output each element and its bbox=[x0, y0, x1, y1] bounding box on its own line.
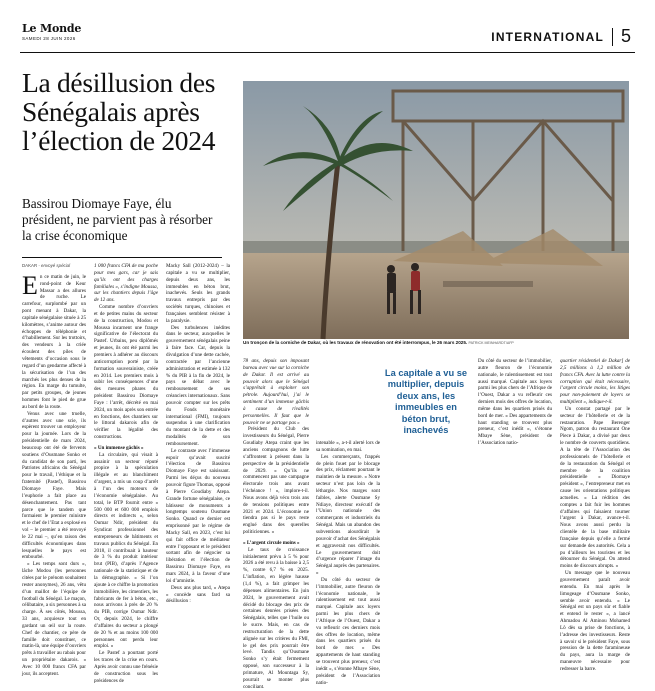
paragraph-text: n ce matin de juin, le rond-point de Keur Massar a des allures de ruche. Le carrefour, surplombé par un pont menant à Dakar, la capitale sénégalaise située à 25 kilomètres, s’anime autour des échoppes de téléphonie et d’habillement. Sur les trottoirs, des vendeurs à la criée écoulent des piles de vêtements d’occasion sous le regard d’un gendarme affecté à la sécurisation de l’un des marchés les plus denses de la région. En marge du tumulte, par petits groupes, de jeunes hommes font le pied de grue au bord de la route. bbox=[22, 273, 86, 410]
article-column-1 bbox=[22, 263, 86, 677]
paragraph: Le contraste avec l’immense espoir qu’avait suscité l’élection de Bassirou Diomaye Faye est saisissant. Parmi les déçus du nouveau pouvoir figure Thomas, opposé à Pierre Goudiaby Atepa. Grande fortune sénégalaise, ce bâtisseur de monuments a longtemps soutenu Ousmane Sonko. Quand ce dernier est emprisonné par le régime de Macky Sall, en 2023, c’est lui qui fait office de médiateur entre l’opposant et le président sortant afin de négocier sa libération et l’élection de Bassirou Diomaye Faye, en mars 2024, à la faveur d’une loi d’amnistie. bbox=[166, 447, 230, 584]
article-dek: Bassirou Diomaye Faye, élu président, ne parvient pas à résorber la crise économique bbox=[22, 196, 213, 243]
byline-place: DAKAR bbox=[22, 263, 38, 268]
paragraph: Comme nombre d’ouvriers et de petites mains du secteur de la construction, Modou et Moussa incarnent une frange significative de l’électorat du Pastef. Urbains, peu diplômés et jeunes, ils ont été parmi les premiers à adhérer au discours anticorruption porté par la formation souverainiste, créée en 2014. Les premiers mois à subir les conséquences d’une des mesures phares du président Bassirou Diomaye Faye : l’arrêt, décrété en mai 2024, un mois après son entrée en fonctions, des chantiers sur le littoral dakarois afin de vérifier la légalité des constructions. bbox=[94, 304, 158, 441]
paragraph: Des turbulences inédites dans le secteur, auxquelles le gouvernement sénégalais peine à faire face. Car, depuis la divulgation d’une dette cachée, contractée par l’ancienne administration et estimée à 132 % du PIB à la fin de 2024, le pays se débat avec le remboursement de ses créanciers internationaux. Sans pouvoir compter sur les prêts du Fonds monétaire international (FMI), toujours suspendus à une clarification du montant de la dette et des modalités de son remboursement. bbox=[166, 324, 230, 447]
paragraph: Un message que le nouveau gouvernement paraît avoir entendu. En mai après le limogeage d’Ousmane Sonko, semble avoir entendu. « Le Sénégal est un pays sûr et fiable et entend le rester », a lancé Ahmadou Al Aminou Mohamed Lô dès sa prise de fonctions, à l’adresse des investisseurs. Reste à savoir si le président Faye, sous pression de la dette faramineuse du pays, aura la marge de manœuvre nécessaire pour redresser la barre. bbox=[560, 570, 630, 672]
top-rule bbox=[20, 52, 635, 53]
article-column-5 bbox=[316, 358, 380, 686]
article-column-4 bbox=[243, 358, 309, 690]
photo-caption bbox=[243, 340, 629, 346]
paragraph: Du côté du secteur de l’immobilier, autre fleuron de l’économie nationale, le ralentissement est tout aussi marqué. Capitale aux loyers parmi les plus chers de l’Afrique de l’Ouest, Dakar a vu refleurir ces derniers mois des offres de location, même dans les quartiers prisés du bord de mer. « Des appartements de haut standing se trouvent plus preneur, c’est inédit », s’étonne Mbaye Sène, président de l’Association natio- bbox=[316, 576, 380, 686]
section-separator bbox=[612, 28, 613, 46]
paragraph: Deux ans plus tard, « Atepa » concède sans fard sa désillusion : bbox=[166, 584, 230, 605]
paragraph: 78 ans, depuis son imposant bureau avec vue sur la corniche de Dakar. Il est arrivé au pouvoir alors que le Sénégal s’apprêtait à exploiter son pétrole. Aujourd’hui, j’ai le sentiment d’un immense gâchis à cause de rivalités personnelles. Il faut que le pouvoir ne se partage pas » bbox=[243, 358, 309, 426]
paragraph: Macky Sall (2012-2024) – la capitale a vu se multiplier, depuis deux ans, les immeubles en béton brut, inachevés. Seuls les grands travaux entrepris par des sociétés turques, chinoises et françaises semblent résister à la paralysie. bbox=[166, 263, 230, 324]
paragraph: La circulaire, qui visait à assainir un secteur réputé propice à la spéculation illégale et au blanchiment d’argent, a mis un coup d’arrêt à l’un des moteurs de l’économie sénégalaise. Au total, le BTP fournit entre « 500 000 et 600 000 emplois directs et indirects », selon Oumar Ndir, président du Syndicat professionnel des entrepreneurs de bâtiments et travaux publics du Sénégal. En 2018, il contribuait à hauteur de 3 % du produit intérieur brut (PIB), d’après l’Agence nationale de la statistique et de la démographie. « Si l’on ajoute à ce chiffre la promotion immobilière, les cimentiers, les fabricants de fer à béton, etc., nous arrivons à près de 20 % du PIB, corrige Oumar Ndir. Or, depuis 2024, le chiffre d’affaires du secteur a plongé de 20 % et au moins 100 000 personnes ont perdu leur emploi. » bbox=[94, 451, 158, 650]
byline-role: - envoyé spécial bbox=[38, 263, 71, 268]
article-headline: La désillusion des Sénégalais après l’élection de 2024 bbox=[22, 67, 216, 156]
byline bbox=[22, 263, 86, 270]
corniche-photo-illustration bbox=[243, 81, 629, 339]
intertitle: « Un immense gâchis » bbox=[94, 444, 144, 451]
paragraph: Président du Club des investisseurs du Sénégal, Pierre Goudiaby Atepa craint que les anciens compagnons de lutte s’affrontent à présent dans la perspective de la présidentielle de 2029. « Qu’ils ne commencent pas une campagne électorale trois ans avant l’échéance ! », implore-t-il. Nous avons déjà vécu trois ans de tensions politiques entre 2021 et 2024. L’économie ne tiendra pas si le pays reste englué dans des querelles politiciennes. » bbox=[243, 426, 309, 536]
lede-paragraph bbox=[22, 270, 86, 411]
paragraph: Le Pastef a pourtant porté les traces de la crise en cours. Après avoir connu une frénésie de construction sous les présidences de bbox=[94, 650, 158, 684]
masthead bbox=[22, 22, 81, 41]
article-column-2 bbox=[94, 263, 158, 684]
pull-quote: La capitale a vu se multiplier, depuis deux ans, les immeubles en béton brut, inachevés bbox=[384, 368, 468, 436]
caption-text: Un tronçon de la corniche de Dakar, où les travaux de rénovation ont été interrompus, le 26 mars 2025. bbox=[243, 340, 468, 345]
paragraph: Venus avec une truelle, d’autres avec une scie, ils espèrent trouver un employeur pour la journée. Lors de la présidentielle de mars 2024, beaucoup ont été de fervents soutiens d’Ousmane Sonko et du candidat de son parti, les Patriotes africains du Sénégal pour le travail, l’éthique et la fraternité (Pastef), Bassirou Diomaye Faye. Mais l’euphorie a fait place au désenchantement. Pas tant parce que le tandem que formaient le premier ministre et le chef de l’Etat a explosé en vol – le premier a été renvoyé le 22 mai –, qu’en raison des difficultés économiques dans lesquelles le pays est embourbé. bbox=[22, 410, 86, 561]
section-name: INTERNATIONAL bbox=[491, 29, 604, 44]
paragraph: Les commerçants, frappés de plein fouet par le blocage des prix, réclament pourtant le maintien de la mesure. « Notre secteur n’est pas loin de la léthargie. Nos marges sont faibles, alerte Ousmane Sy Ndiaye, directeur exécutif de l’Union nationale des commerçants et industriels du Sénégal. Mais un abandon des subventions alourdirait le pouvoir d’achat des Sénégalais et aggraverait nos difficultés. Le gouvernement doit d’urgence réparer l’image du Sénégal auprès des partenaires. » bbox=[316, 453, 380, 577]
newspaper-logo: Le Monde bbox=[22, 22, 82, 35]
paragraph: quartier résidentiel de Dakar] de 2,5 millions à 1,2 million de francs CFA. Avec la lutte contre la corruption qui était nécessaire, l’argent circule moins, les litiges pour non-paiement de loyers se multiplient », indique-t-il. bbox=[560, 358, 630, 406]
article-column-5b bbox=[478, 358, 552, 661]
section-header bbox=[491, 26, 631, 47]
paragraph: Du côté du secteur de l’immobilier, autre fleuron de l’économie nationale, le ralentissement est tout aussi marqué. Capitale aux loyers parmi les plus chers de l’Afrique de l’Ouest, Dakar a vu refleurir ces derniers mois des offres de location, même dans les quartiers prisés du bord de mer. « Des appartements de haut standing se trouvent plus preneur, c’est inédit », s’étonne Mbaye Sène, président de l’Association natio- bbox=[478, 358, 552, 447]
page-number: 5 bbox=[620, 26, 631, 46]
paragraph: intenable », a-t-il alerté lors de sa nomination, en mai. bbox=[316, 440, 380, 453]
article-column-6 bbox=[560, 358, 630, 672]
paragraph: Le taux de croissance initialement prévu à 5 % pour 2026 a été revu à la baisse à 2,5 %, contre 6,7 % en 2025. L’inflation, en légère hausse (1,4 %), a fait grimper les dépenses alimentaires. En juin 2024, le gouvernement avait décidé du blocage des prix de certaines denrées prisées des Sénégalais, telles que l’huile ou le sucre. Mais, en cas de restructuration de la dette alignée sur les critères du FMI, le gel des prix pourrait être levé. Tandis qu’Ousmane Sonko s’y était fermement opposé, son successeur à la primature, Al Mountaga Sy, pourrait se monter plus conciliant. bbox=[243, 546, 309, 690]
drop-cap: E bbox=[22, 270, 38, 300]
dek-rule bbox=[22, 257, 222, 258]
paragraph: Un constat partagé par le secteur de l’hôtellerie et de la restauration. Pape Berenger Ngom, patron du restaurant One Piece à Dakar, a divisé par deux le nombre de couverts quotidiens. A la tête de l’Association des professionnels de l’hôtellerie et de la restauration du Sénégal et membre de la coalition présidentielle « Diomaye président », l’entrepreneur met en cause les orientations politiques actuelles. « La rédition des comptes a fait fuir les hommes d’affaires qui faisaient tourner l’argent à Dakar, avance-t-il. Nous avons aussi perdu la clientèle de la base militaire française depuis qu’elle a fermé sur demande des autorités. Cela a pu d’ailleurs les touristes et les détourner du Sénégal. On attend moins de discours abrupts. » bbox=[560, 405, 630, 570]
photo-credit: PATRICK MEINHARDT/AFP bbox=[468, 341, 514, 345]
paragraph: « Les temps sont durs », lâche Modou (les personnes citées par le prénom souhaitent rester anonymes), 26 ans, vêtu d’un maillot de l’équipe de football du Sénégal. Le maçon, célibataire, a six personnes à sa charge. À ses côtés, Moussa, 33 ans, acquiesce tout en gardant un œil sur la route. Chef de chantier, ce père de famille doit constituer, ce matin-là, une équipe d’ouvriers prêts à travailler au rabais pour un propriétaire dakarois. « Avec 10 000 francs CFA par jour, ils acceptent. bbox=[22, 561, 86, 677]
paragraph: 1 000 francs CFA de ma poche pour mes gars, car je sais qu’ils ont des charges familiales », s’indigne Moussa, sur les chantiers depuis l’âge de 12 ans. bbox=[94, 263, 158, 304]
article-photo bbox=[243, 81, 629, 339]
intertitle: « L’argent circule moins » bbox=[243, 539, 300, 546]
article-column-3 bbox=[166, 263, 230, 661]
issue-date: SAMEDI 28 JUIN 2026 bbox=[22, 36, 76, 41]
